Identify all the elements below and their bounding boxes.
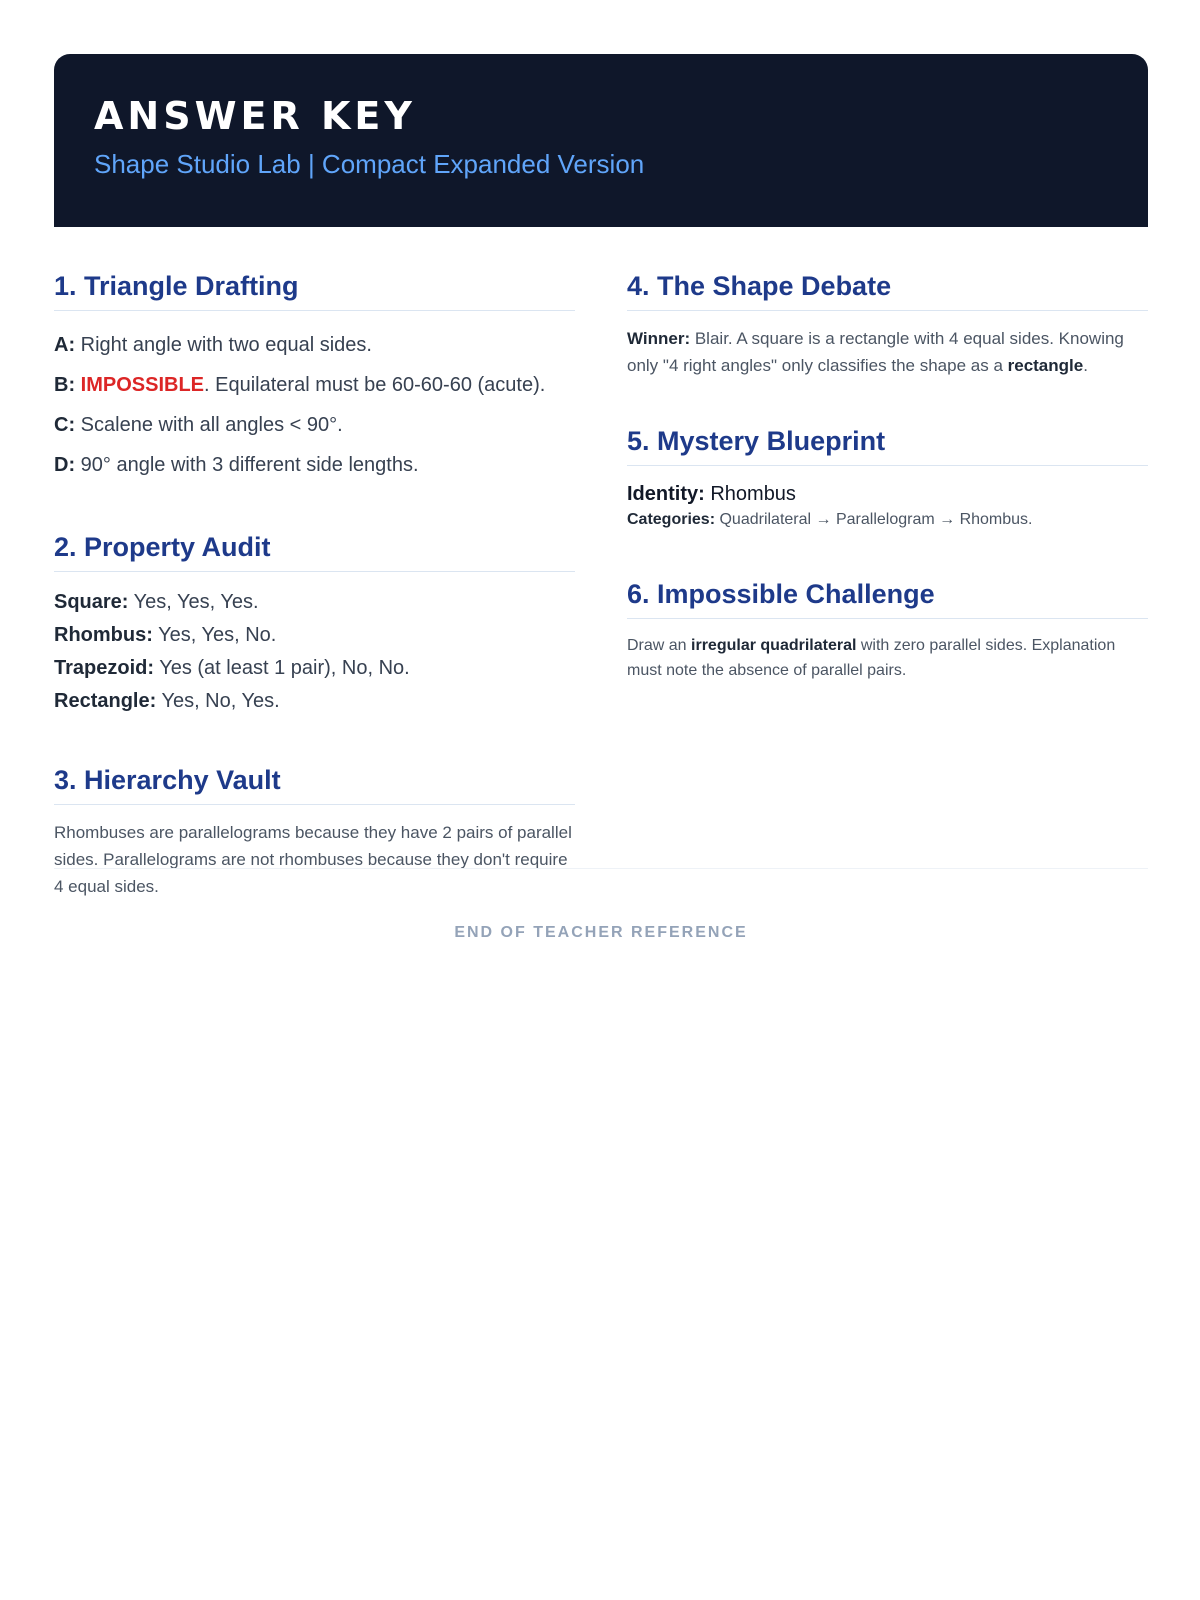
section-title: 5. Mystery Blueprint bbox=[627, 425, 1148, 466]
audit-label: Rhombus: bbox=[54, 624, 153, 646]
audit-item-trapezoid bbox=[54, 652, 575, 685]
answer-item-c bbox=[54, 405, 575, 445]
answer-text: Scalene with all angles < 90°. bbox=[75, 414, 343, 436]
impossible-highlight: IMPOSSIBLE bbox=[80, 374, 205, 396]
audit-text: Yes, Yes, No. bbox=[152, 624, 277, 646]
section-title: 2. Property Audit bbox=[54, 531, 575, 572]
section-title: 4. The Shape Debate bbox=[627, 270, 1148, 311]
section-title: 1. Triangle Drafting bbox=[54, 270, 575, 311]
section-mystery-blueprint bbox=[627, 425, 1148, 532]
footer-note: END OF TEACHER REFERENCE bbox=[454, 924, 748, 941]
audit-label: Trapezoid: bbox=[54, 657, 155, 679]
challenge-text-end: with zero parallel sides. Explanation must note the absence of parallel pairs. bbox=[627, 637, 1116, 679]
answer-text: 90° angle with 3 different side lengths. bbox=[75, 454, 419, 476]
challenge-explanation bbox=[627, 633, 1148, 683]
challenge-emphasis: irregular quadrilateral bbox=[691, 637, 857, 654]
audit-item-rhombus bbox=[54, 619, 575, 652]
audit-label: Rectangle: bbox=[54, 690, 157, 712]
categories-line bbox=[627, 508, 1148, 532]
answer-item-d bbox=[54, 445, 575, 485]
debate-text-end: . bbox=[1083, 356, 1088, 375]
answer-label: A: bbox=[54, 334, 76, 356]
footer-divider bbox=[54, 868, 1148, 869]
right-column bbox=[627, 270, 1148, 729]
answer-text: . Equilateral must be 60-60-60 (acute). bbox=[204, 374, 546, 396]
audit-item-square bbox=[54, 586, 575, 619]
page-title: ANSWER KEY bbox=[94, 94, 416, 138]
challenge-text: Draw an bbox=[627, 637, 692, 654]
section-title: 6. Impossible Challenge bbox=[627, 578, 1148, 619]
identity-label: Identity: bbox=[627, 483, 705, 505]
answer-key-header bbox=[54, 54, 1148, 227]
debate-text: Blair. A square is a rectangle with 4 equal sides. Knowing only "4 right angles" only classifies the shape as a bbox=[627, 329, 1124, 375]
answer-text: Right angle with two equal sides. bbox=[75, 334, 372, 356]
answer-item-b bbox=[54, 365, 575, 405]
section-impossible-challenge bbox=[627, 578, 1148, 683]
section-property-audit bbox=[54, 531, 575, 718]
answer-label: D: bbox=[54, 454, 76, 476]
identity-line bbox=[627, 480, 1148, 508]
answer-label: B: bbox=[54, 374, 76, 396]
identity-value: Rhombus bbox=[704, 483, 796, 505]
answer-item-a bbox=[54, 325, 575, 365]
left-column bbox=[54, 270, 575, 946]
categories-label: Categories: bbox=[627, 511, 716, 528]
section-shape-debate bbox=[627, 270, 1148, 379]
debate-emphasis: rectangle bbox=[1007, 356, 1084, 375]
audit-text: Yes (at least 1 pair), No, No. bbox=[154, 657, 410, 679]
section-triangle-drafting bbox=[54, 270, 575, 485]
page-subtitle: Shape Studio Lab | Compact Expanded Version bbox=[94, 149, 645, 179]
categories-value: Quadrilateral → Parallelogram → Rhombus. bbox=[715, 511, 1033, 528]
winner-label: Winner: bbox=[627, 329, 691, 348]
audit-label: Square: bbox=[54, 591, 129, 613]
section-title: 3. Hierarchy Vault bbox=[54, 764, 575, 805]
audit-text: Yes, No, Yes. bbox=[156, 690, 280, 712]
section-hierarchy-vault bbox=[54, 764, 575, 900]
answer-label: C: bbox=[54, 414, 76, 436]
audit-text: Yes, Yes, Yes. bbox=[128, 591, 259, 613]
audit-item-rectangle bbox=[54, 685, 575, 718]
hierarchy-explanation: Rhombuses are parallelograms because they have 2 pairs of parallel sides. Parallelograms are not rhombuses because they don't require 4 equal sides. bbox=[54, 823, 572, 896]
debate-explanation bbox=[627, 325, 1148, 379]
